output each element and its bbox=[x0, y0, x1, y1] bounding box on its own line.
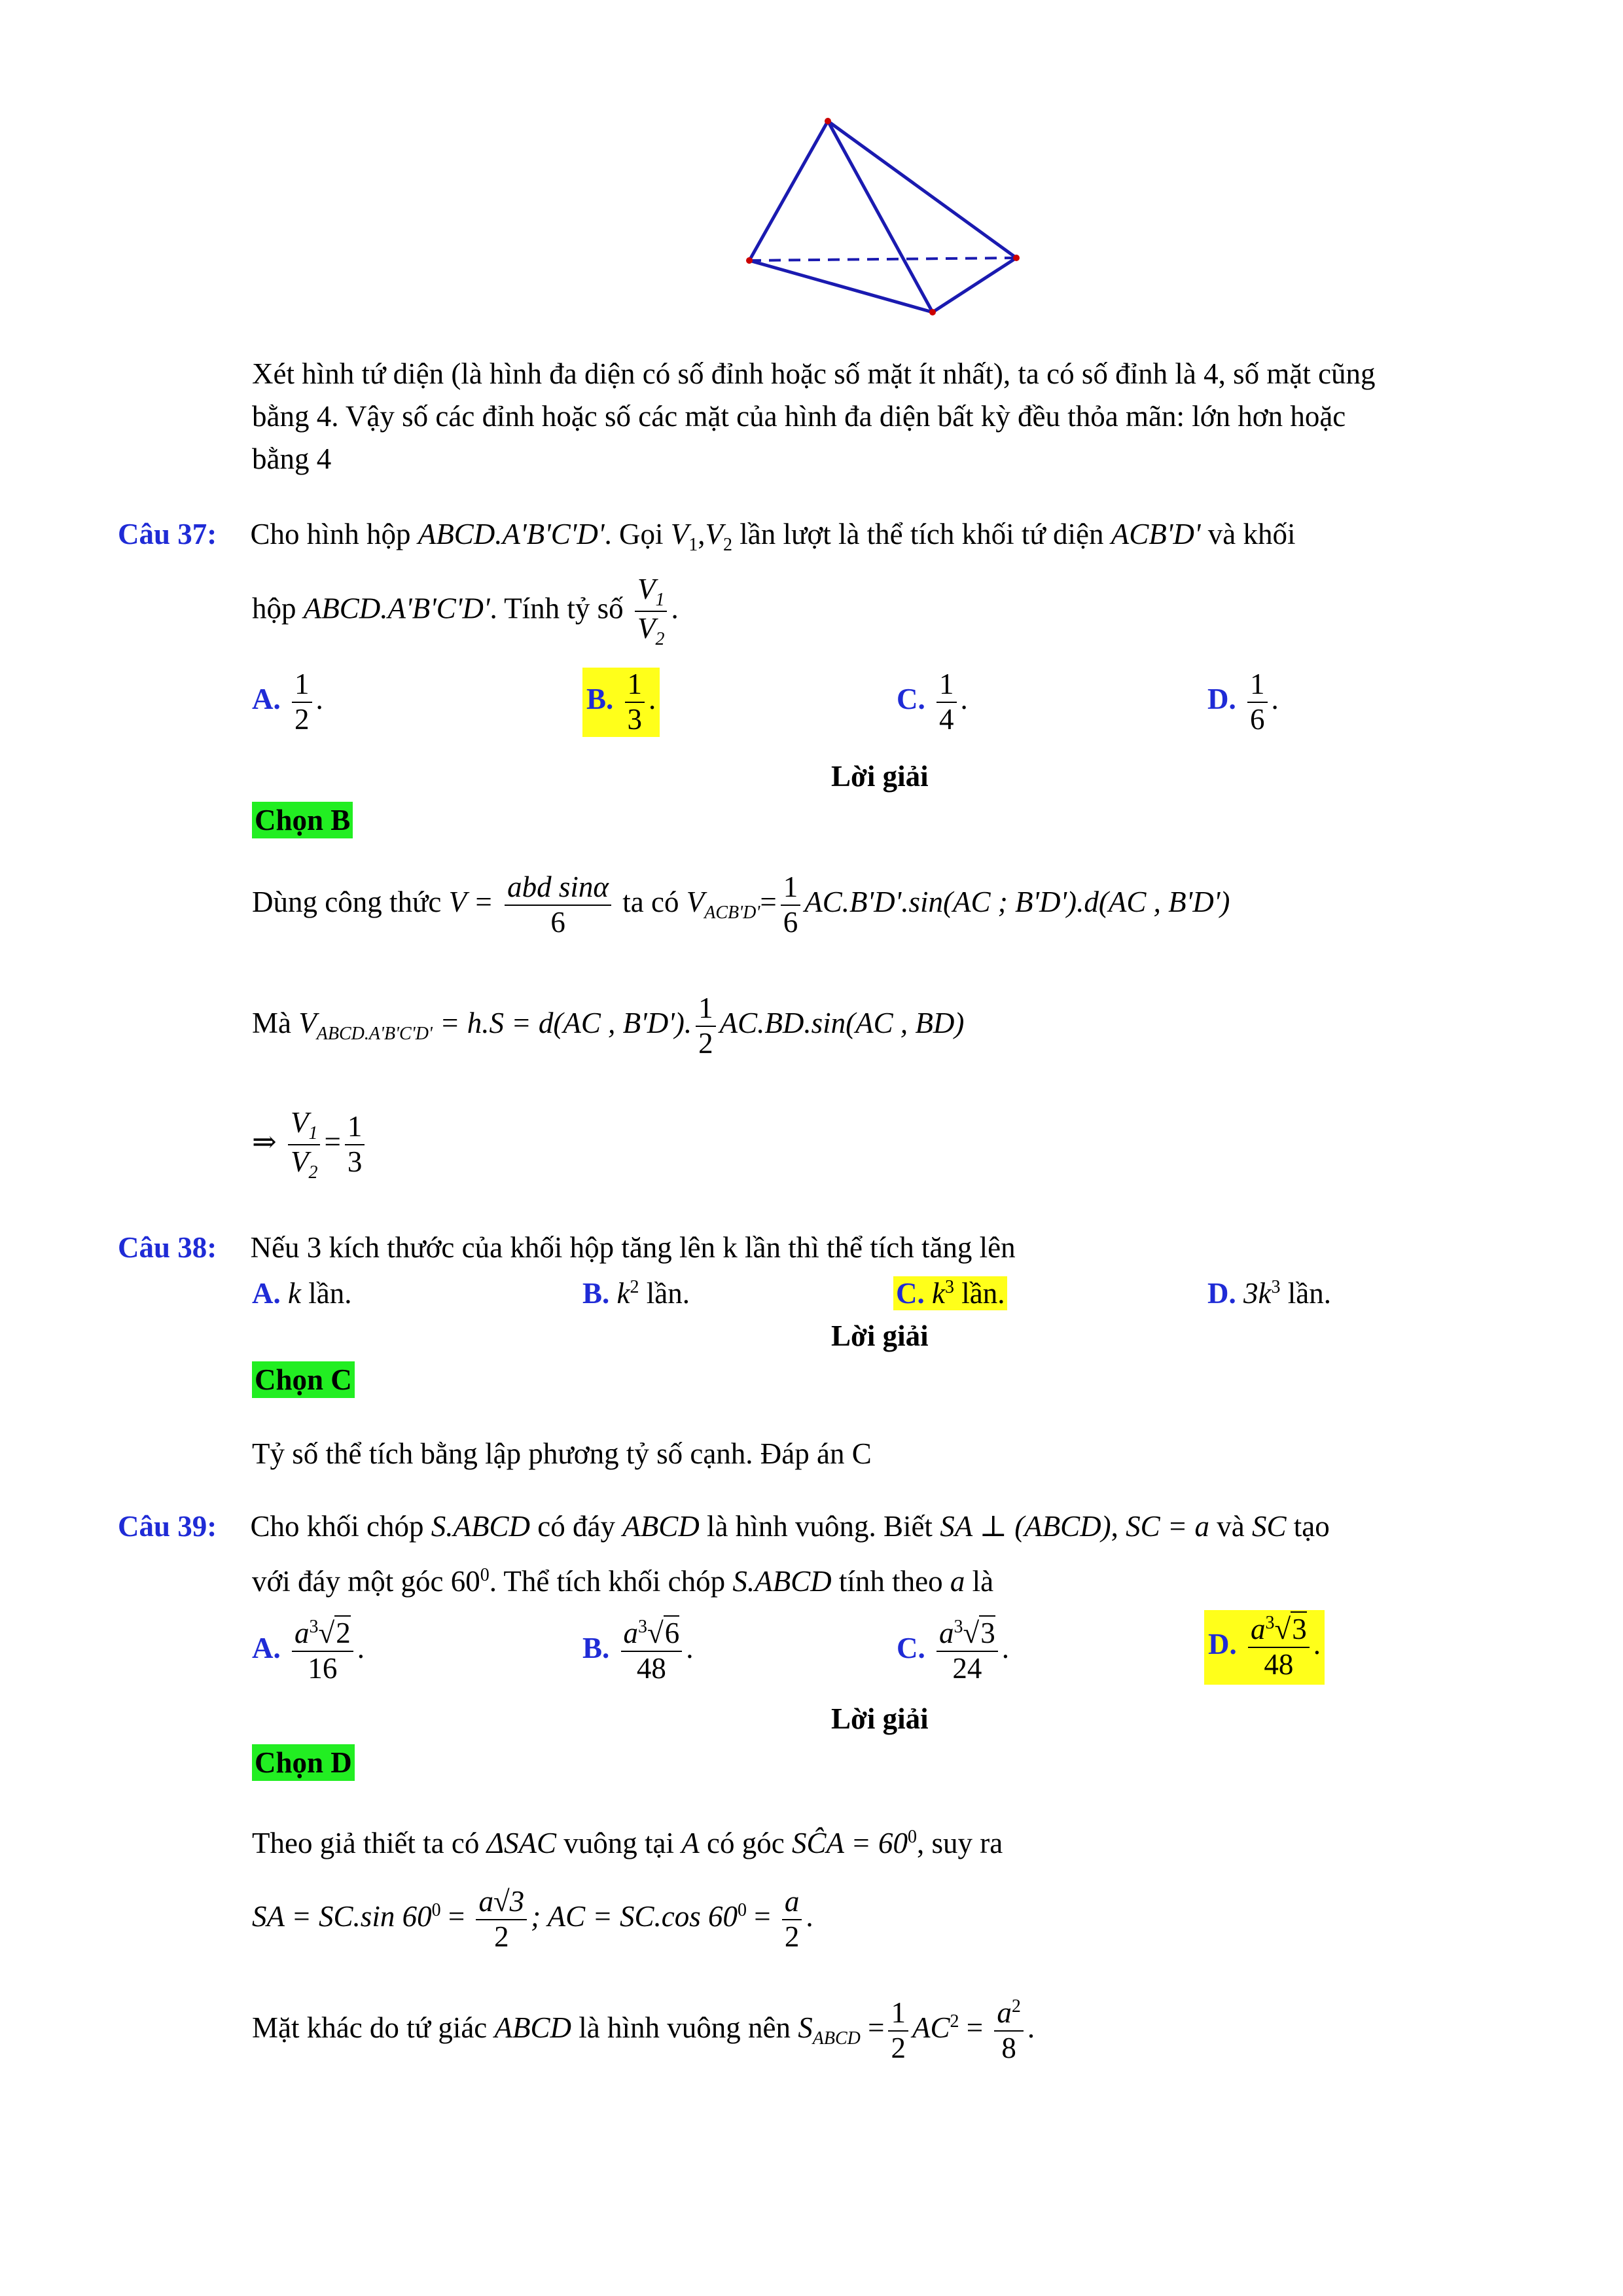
q38-option-d[interactable]: D. $3k^3$ lần. bbox=[1207, 1277, 1331, 1310]
q39-option-b[interactable]: B. $\frac{a^3√6}{48}$ . bbox=[582, 1617, 694, 1685]
q39-chon: Chọn D bbox=[252, 1744, 355, 1781]
q37-line-1: Câu 37: Cho hình hộp ABCD.A'B'C'D'. Gọi $V_1,V_2$ lần lượt là thể tích khối tứ diện ACB'D' và khối bbox=[118, 518, 1296, 555]
q37-line-2: hộp ABCD.A'B'C'D'. Tính tỷ số $\frac{V_1}{V_2}$ . bbox=[252, 573, 679, 650]
q39-line-2: với đáy một góc $60^0$. Thể tích khối chóp S.ABCD tính theo a là bbox=[252, 1565, 994, 1598]
q38-option-b[interactable]: B. $k^2$ lần. bbox=[582, 1277, 690, 1310]
q37-option-c[interactable]: C. $\frac{1}{4}$ . bbox=[897, 668, 968, 736]
tetrahedron-figure bbox=[733, 111, 1034, 321]
q37-option-b[interactable]: B. $\frac{1}{3}$ . bbox=[582, 668, 660, 737]
q37-chon: Chọn B bbox=[252, 802, 353, 838]
q39-option-a[interactable]: A. $\frac{a^3√2}{16}$ . bbox=[252, 1617, 365, 1685]
q38-loigiai: Lời giải bbox=[831, 1319, 929, 1352]
q37-option-a[interactable]: A. $\frac{1}{2}$ . bbox=[252, 668, 323, 736]
q38-option-c[interactable]: C. $k^3$ lần. bbox=[893, 1276, 1007, 1310]
q39-option-d[interactable]: D. $\frac{a^3√3}{48}$ . bbox=[1204, 1610, 1325, 1685]
q37-sol-2: Mà $V_{ABCD.A'B'C'D'} = h.S = d(AC$ , B'D'). $\frac{1}{2}$ AC.BD.sin(AC , BD) bbox=[252, 992, 965, 1060]
intro-line-1: Xét hình tứ diện (là hình đa diện có số đỉnh hoặc số mặt ít nhất), ta có số đỉnh là 4, số mặt cũng bbox=[252, 357, 1376, 390]
q39-sol-2: SA = SC.sin $60^0$ = $\frac{a√3}{2}$ ; AC = SC.cos $60^0$ = $\frac{a}{2}$ . bbox=[252, 1885, 813, 1953]
q37-label: Câu 37: bbox=[118, 518, 217, 550]
q39-sol-1: Theo giả thiết ta có ΔSAC vuông tại A có góc SĈA = $60^0$, suy ra bbox=[252, 1827, 1003, 1859]
q39-option-c[interactable]: C. $\frac{a^3√3}{24}$ . bbox=[897, 1617, 1009, 1685]
q38-chon: Chọn C bbox=[252, 1361, 355, 1398]
q38-line: Câu 38: Nếu 3 kích thước của khối hộp tăng lên k lần thì thể tích tăng lên bbox=[118, 1231, 1016, 1264]
intro-line-3: bằng 4 bbox=[252, 442, 332, 475]
q37-sol-3: ⇒ $\frac{V_1}{V_2}$ = $\frac{1}{3}$ bbox=[252, 1106, 368, 1183]
q37-loigiai: Lời giải bbox=[831, 760, 929, 793]
q38-sol: Tỷ số thể tích bằng lập phương tỷ số cạnh. Đáp án C bbox=[252, 1437, 872, 1470]
q38-option-a[interactable]: A. k lần. bbox=[252, 1277, 352, 1310]
ratio-fraction: $\frac{V_1}{V_2}$ bbox=[635, 573, 668, 650]
q39-line-1: Câu 39: Cho khối chóp S.ABCD có đáy ABCD là hình vuông. Biết SA ⊥ (ABCD), SC = a và SC tạo bbox=[118, 1510, 1330, 1543]
q39-sol-3: Mặt khác do tứ giác ABCD là hình vuông nên $S_{ABCD}$ = $\frac{1}{2}$ $AC^2$ = $\frac{a^2}{8}$ . bbox=[252, 1996, 1035, 2064]
q37-option-d[interactable]: D. $\frac{1}{6}$ . bbox=[1207, 668, 1279, 736]
intro-line-2: bằng 4. Vậy số các đỉnh hoặc số các mặt của hình đa diện bất kỳ đều thỏa mãn: lớn hơn hoặc bbox=[252, 400, 1346, 433]
q37-sol-1: Dùng công thức V = $\frac{\text{abd sinα}}{6}$ ta có $V_{ACB'D'}=$ $\frac{1}{6}$ AC.B'D'.sin(AC ; B'D').d(AC , B'D') bbox=[252, 870, 1230, 939]
q39-loigiai: Lời giải bbox=[831, 1702, 929, 1735]
